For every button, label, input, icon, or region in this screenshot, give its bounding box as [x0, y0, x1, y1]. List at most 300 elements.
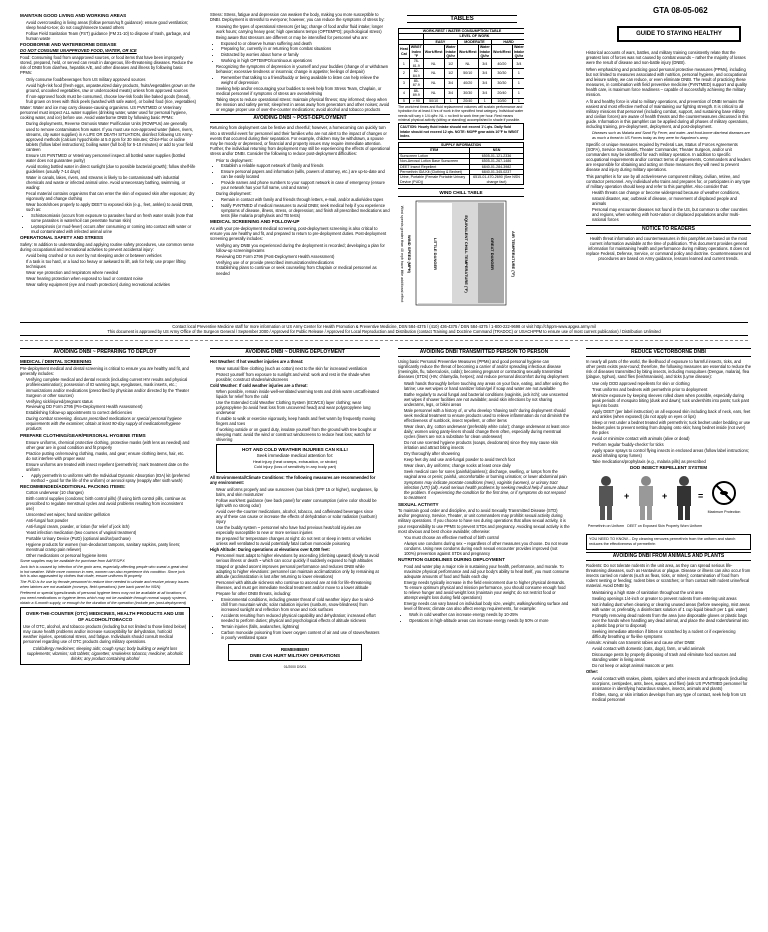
bottom-column-3	[398, 346, 570, 926]
list-item: • Personal may encounter diseases not found in the US, but common to other countries and regions, when working with host-nation or displaced populations and/or multi-national forces	[592, 207, 751, 222]
table-cell: 3	[399, 79, 410, 89]
list-item: • Not inhaling dust when cleaning or clearing unused areas (before sweeping, mist areas with water or, preferably, a disinfectant solution of 1 cup liquid bleach per 1 gal. water)	[592, 602, 751, 612]
list-item: • Other medications or personal hygiene items	[26, 553, 190, 558]
cold-weather-heading: Cold Weather: If cold weather injuries are a threat:	[210, 382, 308, 388]
table-cell: 6505-01-267-1486	[470, 159, 524, 164]
list-item: • Reviewing DD Form 2795 (Pre-Deployment Health Assessment)	[26, 404, 190, 409]
hot-weather-list	[210, 366, 380, 382]
list-item: • Always use condoms during sex ~ regardless of other measures you choose. Do not reuse condoms. Using new condoms during each sexual encounter provides improved (not 100%) prevention against STDs and pregnancy	[404, 541, 570, 556]
list-item: • Health threats can change or become widespread because of weather conditions, natural disaster, war, outbreak of disease, or movement of displaced people and animals	[592, 190, 751, 205]
list-item: • Wash hands thoroughly before touching any areas on your face, eating, and after using the latrine; use wet wipes or hand sanitizer lotion/gel if soap and water are not available	[404, 381, 570, 391]
list-item: • Environmental conditions, including greater threat of cold weather injury due to wind-chill from mountain winds; solar radiation injuries (sunburn, snow-blindness) from increased sunlight and reflection from snow and rock surfaces	[221, 597, 380, 612]
little-danger-label: LITTLE DANGER	[433, 238, 438, 271]
remember-text: DNBI CAN HURT MILITARY OPERATIONS	[249, 652, 341, 658]
table-cell: NL	[423, 69, 444, 79]
stress-paragraph: Stress: Stress, fatigue and depression can weaken the body, making you more susceptible to DNBI. Deployment is stressful to everyone; however, you can reduce the symptoms of stress by:	[210, 12, 385, 23]
safety-list	[20, 253, 196, 287]
list-item: • Bathe regularly to avoid fungal and bacterial conditions (vaginitis, jock itch); use unscented wet wipes if shower facilities are not available; avoid skin infections by not sharing underarms, legs, or bikini areas	[404, 392, 570, 407]
list-item: • Verifying any DNBI you experienced during the deployment is recorded; developing a plan for follow-up screening/exams	[216, 243, 390, 253]
list-item: • Exposed to or observe human suffering and death	[221, 41, 390, 46]
list-item: • Follow Field Sanitation Team (FST) guidance (FM 21-10) to dispose of trash, garbage, and human waste	[26, 31, 196, 41]
hot-weather-heading: Hot Weather: If hot weather injuries are a threat:	[210, 359, 304, 365]
plus-icon: +	[662, 491, 668, 502]
table-cell: 30/30	[492, 69, 513, 79]
list-item: • Perform regular 'buddy-checks' for ticks	[592, 442, 751, 447]
list-item: • Recognizing the symptoms of depression in yourself and your buddies (change of or withdrawn behavior; excessive tiredness or insomnia; change in appetite; feelings of despair)	[216, 64, 390, 74]
subheading-unapproved: DO NOT CONSUME UNAPPROVED FOOD, WATER, OR ICE	[20, 48, 137, 54]
permethrin-note: YOU NEED TO KNOW... Dry cleaning removes permethrin from the uniform and starch reduces the effectiveness of permethrin	[586, 534, 751, 549]
list-item: • Hygiene products for women (non-deodorant tampons, sanitary napkins, panty liners; menstrual cramp pain reliever)	[26, 542, 190, 552]
table-cell: 3/4	[478, 88, 491, 98]
weather-injury-warning	[216, 444, 374, 472]
col-water-intake: Water Intake Qt/hr	[513, 45, 524, 59]
table-cell: NL	[423, 79, 444, 89]
warning-subtitle: Seek immediate medical attention for:	[256, 453, 334, 459]
cold-weather-list	[210, 389, 380, 442]
heading-medical-followup: MEDICAL SCREENING AND FOLLOW-UP	[210, 219, 300, 225]
list-item: • You must choose an effective method of birth control	[404, 535, 570, 540]
high-altitude-list	[210, 553, 380, 640]
table-cell: Permethrin IDA Kit (Clothing & Bednet)	[399, 170, 470, 175]
list-item: • Prepare for other DNBI threats, including:	[216, 591, 380, 596]
table-cell: 3/4	[478, 79, 491, 89]
table-cell: Sunscreen Lotion	[399, 153, 470, 158]
list-item: • Terrain injuries (falls, avalanches, lightning)	[221, 624, 380, 629]
hygiene-footnote: Symptoms may indicate prostate conditions (men), vaginitis (women), or urinary tract infection (UTI) (all). Avoid serious health problems by seeking medical help if unsure about the problem. If experiencing the condition for the first time, or if symptoms do not respond to treatment	[404, 479, 568, 501]
list-item: • During deployment:	[216, 191, 390, 196]
otc-examples: Cold/allergy medicines; sleeping aids; cough syrup; body building or weight loss supplements; vitamins; salt tablets; cigarettes; smokeless tobacco; medicine; alcoholic drinks; any product containing alcohol	[26, 645, 184, 661]
list-item: • Verifying use of or provide prescribed immunizations/medications	[216, 260, 390, 265]
warning-item: Heat injury (heat cramps, exhaustion, or stroke)	[252, 458, 338, 464]
table-cell: 6515-01-470-2690 (See NSN change fact)	[470, 175, 524, 185]
other-list	[586, 676, 751, 702]
list-item: • Remember that talking to a friend/buddy or being available to listen can help relieve the weight of depression	[221, 75, 390, 85]
list-item: • Sleep or rest under a bednet treated with permethrin; tuck bednet under bedding or use bednet poles to prevent netting from draping onto skin; hang bednet inside (not over) the poles	[592, 420, 751, 435]
list-item: • Anti-fungal foot powder	[26, 518, 190, 523]
great-danger-label: GREAT DANGER	[490, 238, 495, 271]
notice-text: Health threat information and countermeasures in this pamphlet are based on the most current information available at the time of publication. This document provides general information for maintaining health and performance during military operations. It does not replace Federal, Defense, Service, or command policy and doctrine. Countermeasures and procedures are based on Army guidance, lessons learned and current trends.	[586, 235, 751, 262]
list-item: • If bitten, stung, or skin irritation develops from any type of contact, seek help from US medical personnel	[592, 692, 751, 702]
table-cell: NL	[423, 88, 444, 98]
list-item: • Use the buddy system ~ personnel who have had previous heat/cold injuries are especially susceptible to new or more serious injuries	[216, 525, 380, 535]
list-item: • Sealing openings 1/4-inch or greater to prevent rodents from entering unit areas	[592, 596, 751, 601]
heading-prepare-clothing: PREPARE CLOTHING/GEAR/PERSONAL HYGIENE ITEMS	[20, 433, 146, 438]
table-cell: 1	[512, 98, 524, 103]
repellent-system-title: DOD INSECT REPELLENT SYSTEM	[629, 464, 708, 470]
list-item: • Do not use scented hygiene products (soaps, deodorants) since they may cause skin irritation and attract biting insects	[404, 440, 570, 450]
work-rest-caution: CAUTION: Hourly fluid intake should not exceed 1¼ qts. Daily fluid intake should not exceed 12 qts. NOTE: MOPP gear adds 10°F to WBGT index.	[398, 123, 524, 140]
level-moderate: MODERATE	[457, 39, 491, 44]
high-altitude-heading: High Altitude: During operations at elevations over 8,000 feet:	[210, 546, 330, 552]
list-item: • Fecal material contains organisms that can enter the skin of exposed skin after exposure; dry vigorously and change clothing	[26, 191, 196, 201]
heading-operational-safety: OPERATIONAL SAFETY AND STRESS	[20, 235, 104, 241]
list-item: • Verifying sick/injured/pregnant status	[26, 399, 190, 404]
list-item: • Avoid being crushed or run over by not sleeping under or between vehicles	[26, 253, 196, 258]
list-item: • Male personnel with a history of, or who develop 'shaving rash' during deployment should seek medical treatment to ensure products used to relieve inflammation do not diminish the effectiveness of sunblock, insect repellent, or other items	[404, 408, 570, 423]
list-item: • Water in canals, lakes, rivers, and streams is likely to be contaminated with industrial chemicals and waste or infected animal urine. Avoid unnecessary bathing, swimming, or wading:	[26, 175, 196, 190]
list-item: • Schistosomiasis (occurs from exposure to parasites found on fresh water snails (note that some parasites in water/soil can penetrate human skin)	[31, 213, 196, 223]
table-cell: 88-89.9	[409, 88, 423, 98]
table-row	[399, 79, 525, 89]
guide-column	[586, 50, 751, 318]
screening-list	[20, 377, 190, 415]
table-row	[399, 69, 525, 79]
table-cell: 5	[399, 98, 410, 103]
table-cell: 6840-01-284-3982	[470, 164, 524, 169]
heading-living-areas: MAINTAIN GOOD LIVING AND WORKING AREAS	[20, 13, 127, 18]
heading-preparing-to-deploy: AVOIDING DNBI ~ PREPARING TO DEPLOY	[20, 348, 190, 357]
table-cell: 40/20	[457, 79, 478, 89]
food-paragraph: Food: Consuming food from unapproved sources, or food items that have been improperly stored, prepared, held, or served can result in dangerous, life-threatening diseases. Reduce the risk of DNBI from diarrhea, hepatitis A/E, and other diseases and illness by following basic PPMs:	[20, 54, 193, 76]
heading-during-deployment: AVOIDING DNBI ~ DURING DEPLOYMENT	[210, 348, 380, 357]
list-item: • Avoid storing bottled water in direct sunlight (due to possible bacterial growth); follow shelf-life guidelines (usually 7-14 days)	[26, 164, 196, 174]
table-cell: 3/4	[444, 79, 457, 89]
table-cell: 1/2	[444, 69, 457, 79]
table-cell: Urine, Portable (Female Portable Urinary Device (PUD))	[399, 175, 470, 185]
list-item: • Personnel must adapt to higher elevations by ascending (climbing upward) slowly to avoid serious illness or death ~ which can occur quickly if suddenly exposed to high altitudes	[216, 553, 380, 563]
table-cell: 3/4	[444, 88, 457, 98]
top-column-1	[20, 12, 196, 318]
system-label: Permethrin on Uniform	[587, 524, 625, 529]
sexual-activity-list	[398, 535, 570, 556]
work-rest-note: The work/rest times and fluid replacement volumes will sustain performance and hydration for at least 4 hrs of work in the specified heat category. Individual water needs will vary ± 1/4 qt/hr. NL = no limit to work time per hour. Rest means minimal physical activity (sitting or standing) accomplished in shade if possible.	[398, 105, 524, 122]
system-label: Properly Worn Uniform	[665, 524, 703, 529]
list-item: • Being aware that stressors are different or may be intensified for personnel who are:	[216, 35, 390, 40]
list-item: • Wear natural fibre clothing (such as cotton) next to the skin for increased ventilation	[216, 366, 380, 371]
guide-title: GUIDE TO STAYING HEALTHY	[617, 26, 741, 42]
packing-list	[20, 490, 190, 558]
list-item: • Reviewing DD Form 2796 (Post-Deployment Health Assessment)	[216, 254, 390, 259]
table-cell: 6505-01-121-2336	[470, 153, 524, 158]
supply-col-item: ITEM	[399, 148, 470, 153]
col-heat-cat: Heat Cat	[399, 45, 410, 59]
list-item: • Seek medical care for sores (painful/painless); discharge, swelling, or lumps from the vaginal area or penis; painful, uncomfortable or burning urination; or lower abdominal pain	[404, 469, 570, 479]
list-item: • Wear clean, dry uniforms; change socks at least once daily	[404, 463, 570, 468]
list-item: • Avoid over-the-counter medications, alcohol, tobacco, and caffeinated beverages since any of these can cause or increase the effects of dehydration or solar radiation (sunburn) injury	[216, 509, 380, 524]
list-item: • Seeking help and/or encouraging your buddies to seek help from Stress Team, Chaplain, or medical personnel if symptoms of stress are overwhelming	[216, 86, 390, 96]
col-work-rest: Work/Rest	[492, 45, 513, 59]
table-cell: 40/20	[492, 59, 513, 69]
table-cell: > 90	[409, 98, 423, 103]
system-label: Maximum Protection	[707, 510, 741, 515]
table-row	[399, 59, 525, 69]
post-deployment-list	[210, 158, 390, 219]
footer-line-1: Contact local Preventive Medicine staff for more information or US Army Center for Health Promotion & Preventive Medicine, DSN 584-4375 / (410) 436-4375 / DSN 584-4375 / 1-800-222-9698 or visit http://chppm-www.apgea.army.mil	[172, 324, 596, 329]
list-item: • Follow work/rest guidance (see back panel) for water consumption (urine color should be light with no strong odor)	[216, 498, 380, 508]
plus-icon: +	[624, 491, 630, 502]
list-item: • Energy needs can vary based on individual body size, weight, walking/working surface and level of fitness; climate can also affect energy requirements, for example:	[404, 601, 570, 611]
list-item: • Only consume food/beverages from US military approved sources	[26, 77, 196, 82]
wind-chill-table	[398, 199, 524, 309]
list-item: • Accidents resulting from reduced physical capability and dehydration; increased effort needed to perform duties; physical and psychological effects of altitude sickness	[221, 613, 380, 623]
tables-column	[398, 28, 524, 318]
list-item: • If unable to walk or exercise vigorously, keep hands and feet warm by frequently moving fingers and toes	[216, 416, 380, 426]
list-item: • Do not keep or adopt animal mascots or pets	[592, 663, 751, 668]
heading-person-to-person: AVOIDING DNBI TRANSMITTED PERSON TO PERSON	[398, 348, 570, 357]
table-cell: 1	[512, 69, 524, 79]
table-cell: 10/50	[492, 98, 513, 103]
top-column-2	[210, 12, 390, 318]
level-of-work: LEVEL OF WORK	[423, 34, 524, 39]
remember-title: REMEMBER!	[280, 647, 310, 653]
supply-title: SUPPLY INFORMATION	[399, 143, 524, 148]
otc-title: OVER-THE-COUNTER (OTC) MEDICINES, HEALTH PRODUCTS AND USE OF ALCOHOL/TOBACCO	[25, 611, 185, 623]
guide-paragraph: A fit and healthy force is vital to military operations, and prevention of DNBI remains the easiest and most effective method of maintaining our fighting strength. It is critical to all military missions that personnel (including combat, support, and sustaining base military and civilian forces) are aware of health threats and the countermeasures discussed in this guide. Information in this pamphlet can be applied during all phases of military operations, including training, pre-deployment, deployment, and post-deployment.	[586, 98, 749, 130]
table-cell: 1	[512, 88, 524, 98]
level-easy: EASY	[423, 39, 457, 44]
worn-uniform-figure-icon	[677, 476, 691, 520]
list-item: • Prior to deployment:	[216, 158, 390, 163]
table-cell: 4	[399, 88, 410, 98]
wind-chill-title: WIND CHILL TABLE	[398, 188, 524, 197]
list-item: • Cotton underwear (10 changes)	[26, 490, 190, 495]
no-mosquito-icon	[713, 482, 735, 504]
list-item: • Maintaining a high state of sanitation throughout the unit area	[592, 590, 751, 595]
list-item: • Use the Extended Cold Weather Clothing System (ECWCS) layer clothing; wear polypropylene (to avoid heat loss from uncovered head) and wear polypropylene long underwear	[216, 400, 380, 415]
list-item: • Remain in contact with family and friends through letters, e-mail, and/or audio/video tapes	[221, 197, 390, 202]
equivalent-chill-label: EQUIVALENT CHILL TEMPERATURE (°F)	[464, 215, 469, 294]
list-item: • When possible, remain inside well-ventilated warming tents and drink warm unCaffeinated liquids for relief from the cold	[216, 389, 380, 399]
vectorborne-paragraph: In nearly all parts of the world, the likelihood of exposure to harmful insects, ticks, and other pests exists year-round; therefore, the following measures are essential to reduce the risk of diseases transmitted by biting insects, including mosquitoes (Dengue, malaria), flea (plague, typhus), sand flies (leishmaniasis), and ticks (Lyme disease):	[586, 359, 751, 380]
table-cell: 20/40	[457, 98, 478, 103]
clothing-list	[20, 440, 190, 483]
uniform-figure-icon	[599, 476, 613, 520]
supply-col-nsn: NSN	[470, 148, 524, 153]
level-hard: HARD	[492, 39, 525, 44]
guide-paragraph: Specific or unique measures required by Federal Law, Status of Forces Agreements (SOFA), Service Secretaries, Theater Commander, Theater Surgeon, and/or unit commanders may be identified for each military operation. In addition to specific occupational requirements and/or contract terms of agreements, Commanders and leaders are responsible for obtaining and acting on those measures they will need to prevent disease and injury during military operations.	[586, 141, 751, 173]
list-item: • If working outside or on guard duty, insulate yourself from the ground with tree boughs or sleeping mats: avoid the wind or construct windscreens to reduce heat loss; watch for shivering	[216, 427, 380, 442]
list-item: • Protect yourself from exposure to sunlight and wind: work and rest in the shade when possible; construct shades/windscreens	[216, 372, 380, 382]
warning-title: HOT AND COLD WEATHER INJURIES CAN KILL!	[242, 447, 348, 453]
sexual-activity-paragraph: To maintain good order and discipline, and to avoid Sexually Transmitted Disease (STD) and/or pregnancy, Service, Theater, or unit commanders may prohibit sexual activity during military operations. If you choose to have sex during operations that allow sexual activity, it is your responsibility to use PPMS to prevent STDs and pregnancy. Avoiding sexual activity is the most obvious and best choice available; otherwise:	[398, 508, 570, 534]
col-water-intake: Water Intake Qt/hr	[479, 45, 490, 59]
packing-footnote: Preferred or special types/brands of personal hygiene items may not be available at all locations; if you need medications or hygiene items which may not be available through normal supply systems, obtain a 6-month supply, or enough for the duration of the operation (include pre-/post-deployment)	[20, 591, 188, 605]
table-cell: 3/4	[478, 59, 491, 69]
bottom-column-1	[20, 346, 190, 926]
list-item: • Operations in high-altitude areas can increase energy needs by 50% or more	[409, 618, 570, 623]
table-cell: 3/4	[478, 69, 491, 79]
table-cell: DEET Insect Repellent	[399, 164, 470, 169]
list-item: • Notify PVNTMED of medical measures to avoid DNBI; seek medical help if you experience symptoms of disease, illness, stress, or depression; and finish all prescribed medications and tests (like malaria prophylaxis and TB tests)	[221, 203, 390, 218]
list-item: • Carbon monoxide poisoning from lower oxygen content of air and use of stoves/heaters in poorly ventilated space	[221, 630, 380, 640]
list-item: • Keep feet dry and use anti-fungal powder to avoid trench foot	[404, 457, 570, 462]
heading-medical-dental: MEDICAL / DENTAL SCREENING	[20, 359, 92, 365]
otc-box	[20, 607, 190, 665]
screening-note: During combat screening, discuss prescribed medications or special personal hygiene requirements with the examiner; obtain at least 90-day supply of medications/hygiene products	[26, 416, 182, 432]
heading-nutrition: NUTRITION GUIDELINES DURING DEPLOYMENT	[398, 557, 505, 563]
animals-paragraph: Animals: Animals can transmit rabies and cause other DNBI:	[586, 639, 696, 645]
table-cell: 3/4	[512, 59, 524, 69]
list-item: • Food and water play a major role in sustaining your health, performance, and morale. To maximize physical performance and aid your body's ability to heal itself, you must consume adequate amounts of food and fluids each day	[404, 564, 570, 579]
table-cell: 1	[478, 98, 491, 103]
list-item: • Use only DOD approved repellents for skin or clothing	[592, 381, 751, 386]
system-label: DEET on Exposed Skin	[627, 524, 665, 529]
document-code: GTA 08-05-062	[653, 6, 708, 15]
repellent-system-diagram	[586, 471, 751, 533]
list-item: • Knowing the types of operational stressors (jet lag; change of food and/or fluid intake; longer work hours; carrying heavy gear; high operations tempo (OPTEMPO); psychological stress)	[216, 24, 390, 34]
list-item: • Provide names and phone numbers to your support network in case of emergency (ensure your network has your full name, unit and name)	[221, 180, 390, 190]
table-cell: NL	[423, 59, 444, 69]
list-item: • During deployments, Reverse Osmosis Water Purification Units (ROWPUs) are generally used to remove contaminates from water. If you must use non-approved water (lakes, rivers, streams, city water supplies) in A LIFE OR DEATH SITUATION, disinfect following US Army-approved methods (calcium hypochlorite at 5.0 ppm for 30 minutes; Chlor-Floc or iodine tablets (follow label instructions); boiling water (full boil) for 5-10 minutes) or add to your field canteen	[26, 121, 196, 152]
table-cell: 82-84.9	[409, 69, 423, 79]
heading-sexual-activity: SEXUAL ACTIVITY	[398, 501, 439, 507]
bottom-column-4	[586, 346, 751, 926]
list-item: • Taking steps to reduce operational stress: maintain physical fitness; stay informed; sleep when the mission and safety permit; sleep/rest in areas away from generators and other noises; avoid or engage proper use of over-the-counter medications; avoid alcohol and tobacco products	[216, 97, 390, 112]
list-item: • Establish a reliable support network of family and friends	[221, 163, 390, 168]
table-cell: 20/40	[492, 88, 513, 98]
table-cell: 50/10	[423, 98, 444, 103]
list-item: • Working in high OPTEMPO/continuous operations	[221, 58, 390, 63]
air-temp-label: AIR TEMPERATURE (°F)	[511, 231, 516, 278]
bottom-column-2	[210, 346, 380, 926]
list-item: • Leptospirosis (or mud-fever) occurs after consuming or coming into contact with water or mud contaminated with infected animal urine	[31, 224, 196, 234]
screening-paragraph: Pre-deployment medical and dental screening is critical to ensure you are healthy and fit, and generally includes:	[20, 365, 189, 376]
list-item: • Staged or graded ascent improves personal performance and reduces DNBI while adapting to higher elevations: personnel can maintain acclimatization only by remaining at altitude (acclimatization is lost after returning to lower elevations)	[216, 564, 380, 579]
list-item: • Anti-fungal cream, powder, or lotion (for relief of jock itch)	[26, 524, 190, 529]
animals-list	[586, 646, 751, 668]
table-cell: 1	[444, 98, 457, 103]
table-cell: NL	[457, 59, 478, 69]
heading-packing-items: RECOMMENDED/ADDITIONAL PACKING ITEMS:	[20, 483, 126, 489]
list-item: • Apply space sprays to control flying insects in enclosed areas (follow label instructions; avoid inhaling spray fumes)	[592, 448, 751, 458]
list-item: • Avoid or minimize contact with animals (alive or dead)	[592, 436, 751, 441]
guide-footnote: Diseases such as Malaria and Sand Fly Fever, and water- and food-borne diarrheal diseases are as much a threat to US Forces today as they were for Napoleon's army.	[592, 130, 750, 140]
list-item: • Yeast infection medication (two courses of vaginal treatment)	[26, 530, 190, 535]
list-item: • Birth control supplies (condoms; birth control pills) (if using birth control pills, continue as prescribed to regulate menstrual cycles and avoid problems resulting from inconsistent use)	[26, 496, 190, 511]
list-item: • Energy needs typically increase in the field environment due to higher physical demands. To ensure optimum physical and mission performance, you should consume enough food to relieve hunger and avoid weight loss (maintain your weight; do not restrict food or attempt weight loss during field operations)	[404, 580, 570, 600]
exposed-skin-figure-icon	[639, 476, 653, 520]
list-item: • Avoid overcrowding in living areas (follow person/sq ft guidance): ensure good ventilation; sleep head-to-toe; do not cough/sneeze toward others	[26, 20, 196, 30]
list-item: • Seeking immediate attention if bitten or scratched by a rodent or if experiencing difficulty breathing or flu-like symptoms	[592, 629, 751, 639]
list-item: • Ensure personal papers and information (wills, powers of attorney, etc.) are up-to-date and can be easily located	[221, 169, 390, 179]
list-item: • Take medications/prophylaxis (e.g., malaria pills) as prescribed	[592, 459, 751, 464]
table-cell: 50/10	[457, 69, 478, 79]
guide-paragraph: When emphasizing and practicing good personal protective measures (PPMs), including but not limited to measures associated with nutrition, personal hygiene, and occupational and leisure safety, we can reduce, or even eliminate DNBI. The result of practicing these measures, in combination with field preventive medicine (PVNTMED) support and quality health care, is maximum force readiness – capable of successfully achieving the military mission.	[586, 66, 747, 98]
list-item: • Verifying complete medical and dental records (including current HIV results and physical profile/examination); possession of ID warning tags, eyeglasses, mask inserts, etc.; immunizations and/or medications (prescribed by physician and/or directed by the Theater Surgeon or other sources)	[26, 377, 190, 397]
heading-post-deployment: AVOIDING DNBI ~ POST-DEPLOYMENT	[210, 114, 390, 123]
work-rest-title: WORK-REST / WATER CONSUMPTION TABLE	[399, 29, 525, 34]
list-item: • Wear clean, dry, cotton underwear (preferably white color); change underwear at least once daily; women using panty-liners should change them often, especially during menstrual cycles (liners are not a substitute for clean underwear)	[404, 424, 570, 439]
fold-line	[20, 340, 748, 341]
living-areas-list	[20, 20, 196, 41]
list-item: • Dry thoroughly after showering	[404, 451, 570, 456]
list-item: • Unscented wet wipes; hand sanitizer gel/lotion	[26, 512, 190, 517]
col-wbgt: WBGT Index °F	[410, 45, 422, 59]
rodents-list	[586, 590, 751, 639]
nutrition-list	[398, 564, 570, 623]
list-item: • Avoid contact with domestic (cats, dogs), farm, or wild animals	[592, 646, 751, 651]
list-item: • Ensure uniforms are treated with insect repellent (permethrin); mark treatment date on the uniform	[26, 462, 190, 472]
col-water-intake: Water Intake Qt/hr	[445, 45, 456, 59]
post-deployment-paragraph: Returning from deployment can be festive and cheerful; however, a homecoming can quickly turn into a stressful event for personnel and their families who are not alert to the impact of changes or events that occurred during their separation. For example, children may be withdrawn, a spouse may be moody or depressed, or financial and property issues may require immediate attention. Further, the individual returning from deployment may still be experiencing the effects of operational stress and/or DNBI. Consider the following to reduce post-deployment difficulties:	[210, 125, 390, 156]
table-cell: 30/30	[457, 88, 478, 98]
table-cell: 78-81.9	[409, 59, 423, 69]
list-item: • Be prepared for temperature changes at night: do not rest or sleep in tents or vehicles unless well ventilated to avoid potentially fatal carbon monoxide poisoning	[216, 536, 380, 546]
table-row	[399, 170, 524, 175]
table-row	[399, 88, 525, 98]
list-item: • Wear uniforms properly and use sunscreen (sun block (SPF 15 or higher), sunglasses, lip balm, and skin moisturizer	[216, 487, 380, 497]
table-cell: 30/30	[492, 79, 513, 89]
list-item: • Wear hearing protection when exposed to loud or constant noise	[26, 276, 196, 281]
heading-foodborne: FOODBORNE AND WATERBORNE DISEASE	[20, 41, 117, 47]
followup-list	[210, 243, 390, 276]
all-conditions-list	[210, 487, 380, 546]
all-conditions-heading: All Environmental/Climate Conditions: The following measures are recommended for any environment:	[210, 474, 376, 485]
table-cell: 85-87.9	[409, 79, 423, 89]
list-item: • Wear boots/shoes properly to apply DEET to exposed skin (e.g., feet, ankles) to avoid DNBI, such as:	[26, 202, 196, 212]
list-item: • Avoid contact with snakes, plants, spiders and other insects and arthropods (including scorpions, centipedes, ants, bees, wasps, and flies) (ask US PVNTMED personnel for assistance in identifying hazardous snakes, insects, animals and plants)	[592, 676, 751, 691]
print-date: 01/2000 DS/01	[283, 665, 307, 670]
water-paragraph: Water: Water and ice may carry disease-causing organisms. US PVNTMED or Veterinary personnel must inspect ALL water supplies (drinking water, water used for personal hygiene, cooking water, and ice) before use. Avoid waterborne DNBI by following basic PPMs:	[20, 104, 187, 120]
otc-text: Use of OTC, alcohol, and tobacco products (including but not limited to those listed below) may cause health problems and/or increase susceptibility for dehydration, hot/cold weather injuries, operational stress, and fatigue. Individuals should consult medical personnel regarding use of OTC products during military operations.	[23, 623, 187, 644]
list-item: • Wear eye protection and respirators where needed	[26, 270, 196, 275]
list-item: • Apply DEET (per label instruction) on all exposed skin including back of neck, ears, feet and ankles (when exposed) (do not apply on eyes or lips)	[592, 409, 751, 419]
list-item: • Minimize exposure by keeping sleeves rolled down when possible, especially during peak periods of mosquito biting (dusk and dawn); tuck undershirts into pants; tuck pant legs into boots	[592, 393, 751, 408]
list-item: • Practice putting on/removing clothing, masks, and gear; ensure clothing items, hair, etc. do not interfere with proper wear	[26, 451, 190, 461]
vectorborne-list	[586, 381, 751, 464]
col-work-rest: Work/Rest	[457, 45, 478, 59]
list-item: • Promptly removing dead rodents from the area (use disposable gloves or plastic bags over the hands when handling any dead animal, and place the dead rodent/animal into a plastic bag prior to disposal)	[592, 613, 751, 628]
table-cell: Non-Aerosol Lotion Base Sunscreen	[399, 159, 470, 164]
packing-footnote: Jock itch is caused by infection of the groin area, especially affecting people who sweat a great deal in hot weather. While more common in men, women can also experience this condition. Since jock itch is also aggravated by clothes that chafe, ensure uniforms fit properly	[20, 564, 188, 579]
safety-paragraph: Safety: In addition to understanding and applying routine safety procedures, use common sense during occupational and recreational activities to prevent accidental injury:	[20, 241, 194, 252]
food-list	[20, 77, 196, 104]
work-rest-table	[398, 28, 524, 104]
warning-item: Cold injury (loss of sensitivity in any body part)	[253, 464, 337, 470]
equals-icon: =	[698, 491, 704, 502]
table-row	[399, 175, 524, 185]
guide-paragraph: Historical accounts of wars, battles, and military training consistently relate that the greatest loss of forces was not caused by combat wounds – rather the majority of losses were the result of disease and non-battle injury (DNBI).	[586, 50, 746, 66]
notice-title: NOTICE TO READERS	[586, 225, 751, 234]
wind-speed-label: WIND SPEED (MPH)	[407, 235, 412, 274]
table-cell: 1	[399, 59, 410, 69]
wind-chill-note: Wind speeds greater than 40 mph have little additional effect	[400, 206, 404, 303]
list-item: • Ensure uniforms, chemical protective clothing, protective masks (with lens as needed) and other gear are in good condition and fit properly	[26, 440, 190, 450]
list-item: • Wear safety equipment (eye and mouth protection) during recreational activities	[26, 282, 196, 287]
list-item: • Distracted by worries about home or family	[221, 52, 390, 57]
remember-box	[228, 644, 362, 661]
rodents-paragraph: Rodents: Do not tolerate rodents in the unit area, as they can spread serious life-threatening diseases, such as Hantavirus or plague. Disease or illness can also occur from insects carried on rodents (such as fleas, ticks, or mites); contamination of food from rodent nesting or feeding; rodent bites or scratches; or from contact with rodent urine/fecal material. Avoid DNBI by:	[586, 562, 751, 589]
list-item: • Establishing plans to continue or seek counseling from Chaplain or medical personnel as needed	[216, 265, 390, 275]
tables-title: TABLES	[407, 15, 517, 23]
table-cell: 6840-01-345-0237	[470, 170, 524, 175]
water-list	[20, 121, 196, 234]
footer-contact	[20, 322, 748, 336]
hygiene-list	[398, 381, 570, 479]
table-row	[399, 98, 525, 103]
table-cell: 1/2	[444, 59, 457, 69]
list-item: • Establishing follow-up appointments to correct deficiencies	[26, 410, 190, 415]
table-cell: 1	[512, 79, 524, 89]
table-cell: 2	[399, 69, 410, 79]
col-work-rest: Work/Rest	[423, 45, 444, 59]
packing-footnote: The PUD is for use by female personnel to reduce time needed to urinate and resolve privacy issues when latrines are not available (conveys, field operations) (see back panel for NSN)	[20, 580, 189, 590]
list-item: • Preparing for, currently in or returning from combat situations	[221, 46, 390, 51]
list-item: • Apply permethrin to uniforms with the Individual Dynamic Absorption (IDA) kit (preferred method ~ good for the life of the uniform) or aerosol spray (reapply after sixth wash)	[31, 473, 190, 483]
list-item: • Personnel with altitude sickness who continue to ascend are at risk for life-threatening illnesses, and must get immediate medical treatment and/or move to a lower altitude	[216, 580, 380, 590]
list-item: • Treat uniforms and bednets with permethrin prior to deployment	[592, 387, 751, 392]
guide-list	[586, 190, 751, 221]
list-item: • If non-approved foods must be consumed, choose low-risk foods like baked goods (bread), fruit grown on trees with thick peels (washed with safe water), or boiled food (rice, vegetables)	[26, 94, 196, 104]
footer-line-2: This document is approved by US Army Office of the Surgeon General / September 2000 / Approved for Public Release / Approved for Local Reproduction and Distribution (contact Training and Doctrine Command (TRADOC) or USACHPPM to ensure use of most current publication) / Distribution Unlimited	[107, 329, 661, 335]
supply-table	[398, 142, 524, 185]
list-item: • Ensure US PVNTMED or Veterinary personnel inspect all bottled water supplies (bottled water does not guarantee purity)	[26, 153, 196, 163]
list-item: • If a task is too hard, or a load too heavy or awkward to lift, ask for help; use proper lifting techniques	[26, 259, 196, 269]
heading-animals-plants: AVOIDING DNBI FROM ANIMALS AND PLANTS	[586, 552, 751, 561]
list-item: • Discourage pests by properly disposing of trash and eliminate food sources and standing water in living areas	[592, 652, 751, 662]
list-item: • Work in cold weather can increase energy needs by 10-25%	[409, 612, 570, 617]
guide-paragraph: This pamphlet is for use by all active/reserve component military, civilian, retiree, and contractor personnel. Any individual who trains and prepares for, or participates in any type of military operation should keep and refer to this pamphlet. Also consider that:	[586, 173, 751, 189]
